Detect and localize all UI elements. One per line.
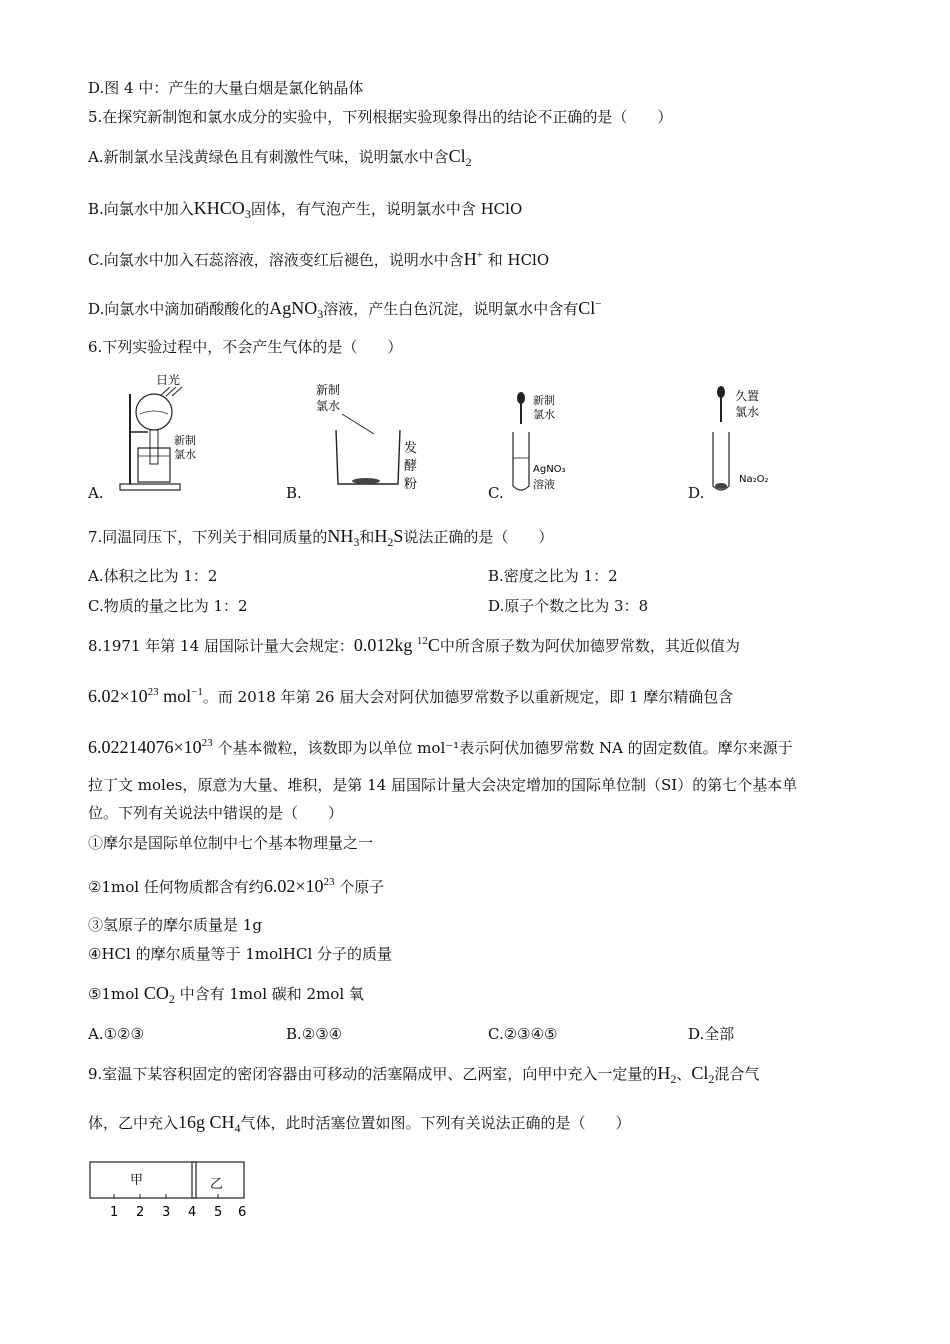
q8-statement-5: ⑤1mol $CO_2$ 中含有 1mol 碳和 2mol 氧 — [88, 983, 364, 1006]
q8-option-b: B.②③④ — [286, 1025, 343, 1043]
q9-line-1: 9.室温下某容积固定的密闭容器由可移动的活塞隔成甲、乙两室，向甲中充入一定量的$H_2$、$Cl_2$混合气 — [88, 1063, 760, 1086]
figure-c-dropper-silver-nitrate — [505, 388, 585, 498]
fig-d-label-2: 氯水 — [735, 405, 760, 419]
q8-line-2: $6.02\times 10^{23}$ mol$^{-1}$。而 2018 年第 26 届大会对阿伏加德罗常数予以重新规定，即 1 摩尔精确包含 — [88, 686, 734, 706]
q8-line-3: $6.02214076\times 10^{23}$ 个基本微粒，该数即为以单位 mol⁻¹表示阿伏加德罗常数 NA 的固定数值。摩尔来源于 — [88, 737, 793, 757]
chamber-right-label: 乙 — [210, 1177, 224, 1192]
chamber-left-label: 甲 — [130, 1173, 144, 1188]
fig-d-label-1: 久置 — [735, 389, 760, 403]
fig-c-label-1: 新制 — [533, 394, 555, 407]
fig-a-label-2: 氯水 — [174, 448, 196, 461]
q7-option-c: C.物质的量之比为 1：2 — [88, 597, 248, 615]
q6-stem: 6.下列实验过程中，不会产生气体的是（ ） — [88, 338, 403, 356]
tick-1: 1 — [110, 1205, 119, 1220]
q7-option-a: A.体积之比为 1：2 — [88, 567, 218, 585]
q8-statement-2: ②1mol 任何物质都含有约$6.02\times 10^{23}$ 个原子 — [88, 876, 385, 896]
tick-6: 6 — [238, 1205, 247, 1220]
q6-option-c: C. — [488, 484, 504, 502]
q7-option-d: D.原子个数之比为 3：8 — [488, 597, 649, 615]
q8-option-c: C.②③④⑤ — [488, 1025, 558, 1043]
figure-d-dropper-sodium-peroxide — [705, 382, 795, 498]
q8-line-1: 8.1971 年第 14 届国际计量大会规定：0.012kg $^{12}$C中所含原子数为阿伏加德罗常数，其近似值为 — [88, 635, 740, 655]
fig-a-label-1: 新制 — [174, 434, 196, 447]
fig-b-powder-1: 发 — [404, 441, 418, 456]
q5-option-d: D.向氯水中滴加硝酸酸化的AgNO$_3$溶液，产生白色沉淀，说明氯水中含有Cl− — [88, 298, 602, 321]
q8-option-a: A.①②③ — [88, 1025, 144, 1043]
fig-b-label-1: 新制 — [316, 383, 341, 397]
fig-b-powder-3: 粉 — [404, 477, 418, 492]
q8-statement-4: ④HCl 的摩尔质量等于 1molHCl 分子的质量 — [88, 945, 393, 963]
q7-stem: 7.同温同压下，下列关于相同质量的$NH_3$和$H_2S$说法正确的是（ ） — [88, 526, 554, 549]
q5-option-c: C.向氯水中加入石蕊溶液，溶液变红后褪色，说明水中含H+ 和 HClO — [88, 249, 550, 269]
q6-option-d: D. — [688, 484, 705, 502]
fig-b-label-2: 氯水 — [316, 399, 341, 413]
q9-line-2: 体，乙中充入16g $CH_4$气体，此时活塞位置如图。下列有关说法正确的是（ ） — [88, 1112, 631, 1135]
fig-c-label-2: 氯水 — [533, 408, 555, 421]
tick-2: 2 — [136, 1205, 145, 1220]
q8-line-5: 位。下列有关说法中错误的是（ ） — [88, 804, 344, 822]
q5-stem: 5.在探究新制饱和氯水成分的实验中，下列根据实验现象得出的结论不正确的是（ ） — [88, 108, 673, 126]
tick-4: 4 — [188, 1205, 197, 1220]
fig-c-solution-2: 溶液 — [533, 478, 555, 491]
q7-option-b: B.密度之比为 1：2 — [488, 567, 618, 585]
fig-b-powder-2: 酵 — [404, 459, 418, 474]
tick-3: 3 — [162, 1205, 171, 1220]
q6-option-b: B. — [286, 484, 302, 502]
q8-option-d: D.全部 — [688, 1025, 735, 1043]
figure-piston-container — [86, 1158, 256, 1222]
q8-line-4: 拉丁文 moles，原意为大量、堆积，是第 14 届国际计量大会决定增加的国际单位制（SI）的第七个基本单 — [88, 776, 798, 794]
fig-d-solid-label: Na₂O₂ — [739, 474, 769, 485]
q5-option-b: B.向氯水中加入$KHCO_3$固体，有气泡产生，说明氯水中含 HClO — [88, 198, 523, 221]
tick-5: 5 — [214, 1205, 223, 1220]
fig-c-solution-1: AgNO₃ — [533, 464, 566, 475]
figure-b-beaker-yeast — [308, 380, 428, 496]
q6-option-a: A. — [88, 484, 104, 502]
q5-option-a: A.新制氯水呈浅黄绿色且有刺激性气味，说明氯水中含$Cl_2$ — [88, 146, 472, 169]
q8-statement-3: ③氢原子的摩尔质量是 1g — [88, 916, 262, 934]
q8-statement-1: ①摩尔是国际单位制中七个基本物理量之一 — [88, 834, 374, 852]
sunlight-label: 日光 — [156, 373, 181, 387]
figure-a-flask-sunlight — [110, 372, 220, 496]
q4-option-d: D.图 4 中：产生的大量白烟是氯化钠晶体 — [88, 79, 364, 97]
